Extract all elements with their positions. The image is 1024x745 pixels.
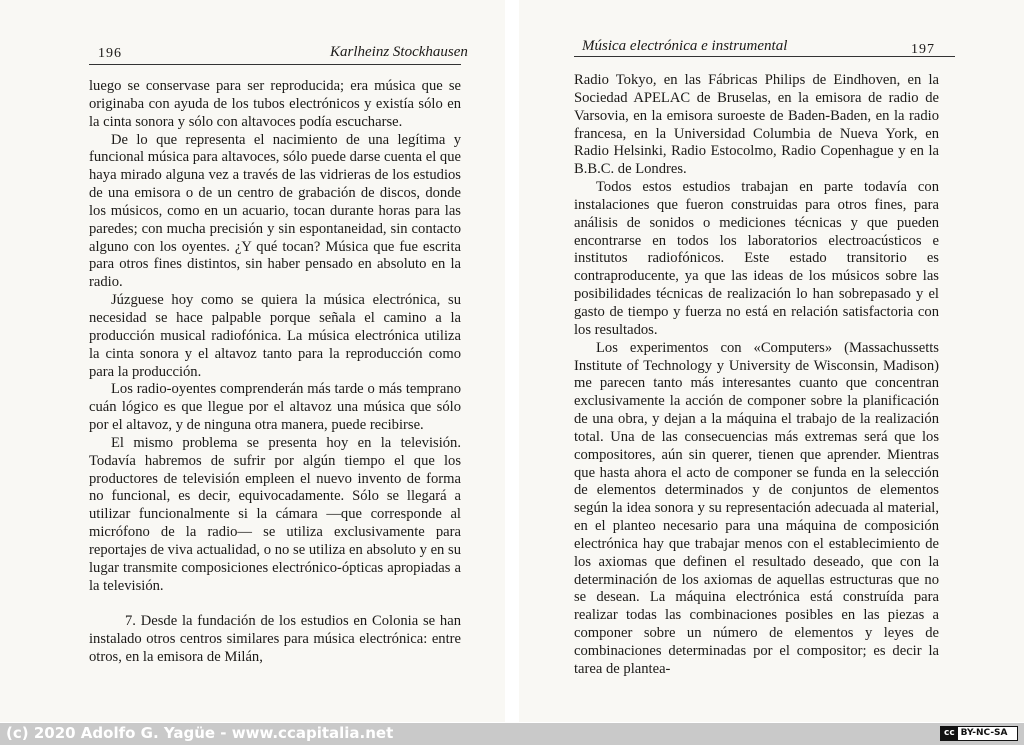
copyright-credit: (c) 2020 Adolfo G. Yagüe - www.ccapitalia.net <box>6 724 394 742</box>
page-number-left: 196 <box>98 46 122 61</box>
paragraph: Los radio-oyentes comprenderán más tarde o más temprano cuán lógico es que llegue por el altavoz una música que sólo por el altavoz, y de ninguna otra manera, puede recibirse. <box>89 381 461 434</box>
header-rule-right <box>574 56 955 57</box>
right-page <box>519 0 1024 722</box>
numbered-paragraph: 7. Desde la fundación de los estudios en Colonia se han instalado otros centros similares para música electrónica: entre otros, en la emisora de Milán, <box>89 613 461 666</box>
paragraph: De lo que representa el nacimiento de una legítima y funcional música para altavoces, sólo puede darse cuenta el que haya mirado alguna vez a través de las vidrieras de los estudios de una emisora o de un centro de grabación de discos, donde los músicos, como en un acuario, tocan durante horas para las paredes; con mucha precisión y sin espontaneidad, sin contacto alguno con los oyentes. ¿Y qué tocan? Música que fue escrita para otros fines distintos, sin haber pensado en absoluto en la radio. <box>89 131 461 291</box>
running-head-left: Karlheinz Stockhausen <box>330 44 468 60</box>
paragraph: luego se conservase para ser reproducida; era música que se originaba con ayuda de los tubos electrónicos y existía sólo en la cinta sonora y sólo con altavoces podía escucharse. <box>89 78 461 130</box>
paragraph: Todos estos estudios trabajan en parte todavía con instalaciones que fueron construidas para otros fines, para análisis de sonidos o mediciones técnicas y que pueden encontrarse en todos los laboratorios electroacústicos e institutos radiofónicos. Este estado transitorio es contraproducente, ya que las ideas de los músicos sobre las posibilidades técnicas de realización lo han sobrepasado y el gasto de tiempo y fuerza no está en relación satisfactoria con los resultados. <box>574 179 939 338</box>
paragraph: Los experimentos con «Computers» (Massachussetts Institute of Technology y University de Wisconsin, Madison) me parecen tanto más interesantes cuanto que concentran exclusivamente la acción de componer sobre la planificación de una obra, y dejan a la máquina el trabajo de la realización total. Una de las consecuencias más extremas será que los compositores, aún sin querer, tienen que aprender. Mientras que hasta ahora el acto de componer se funda en la selección de elementos determinados y de conjuntos de elementos según la idea sonora y su representación adecuada al material, en el planteo necesario para una máquina de composición electrónica hay que trabajar menos con el establecimiento de los axiomas que definen el resultado deseado, que con la determinación de los axiomas de aquellas estructuras que no se desean. La máquina electrónica está construída para realizar todas las combinaciones posibles en las piezas a componer sobre un número de elementos y leyes de combinaciones determinadas por el compositor; es decir la tarea de plantea- <box>574 339 939 677</box>
right-page-body <box>574 72 939 679</box>
license-terms: BY-NC-SA <box>960 728 1008 738</box>
book-gutter <box>505 0 519 722</box>
running-head-right: Música electrónica e instrumental <box>582 38 788 54</box>
left-page <box>0 0 505 722</box>
cc-icon: cc <box>941 727 958 740</box>
paragraph: Radio Tokyo, en las Fábricas Philips de Eindhoven, en la Sociedad APELAC de Bruselas, en la emisora de radio de Varsovia, en la emisora suroeste de Baden-Baden, en la radio francesa, en la Universidad Columbia de Nueva York, en Radio Helsinki, Radio Estocolmo, Radio Copenhague y en la B.B.C. de Londres. <box>574 72 939 178</box>
paragraph: El mismo problema se presenta hoy en la televisión. Todavía habremos de sufrir por algún tiempo el que los productores de televisión empleen el nuevo invento de forma no funcional, es decir, equivocadamente. Sólo se llegará a utilizar funcionalmente si la cámara —que corresponde al micrófono de la radio— se utiliza exclusivamente para reportajes de viva actualidad, o no se utiliza en absoluto y en su lugar transmite composiciones electrónico-ópticas apropiadas a la televisión. <box>89 434 461 594</box>
header-rule-left <box>89 64 461 65</box>
footer-bar <box>0 723 1024 745</box>
paragraph: Júzguese hoy como se quiera la música electrónica, su necesidad se hace palpable porque señala el camino a la producción musical radiofónica. La música electrónica utiliza la cinta sonora y el altavoz tanto para la reproducción como para la producción. <box>89 292 461 380</box>
left-page-body <box>89 78 461 667</box>
page-number-right: 197 <box>911 42 935 57</box>
cc-license-badge[interactable] <box>940 726 1018 741</box>
